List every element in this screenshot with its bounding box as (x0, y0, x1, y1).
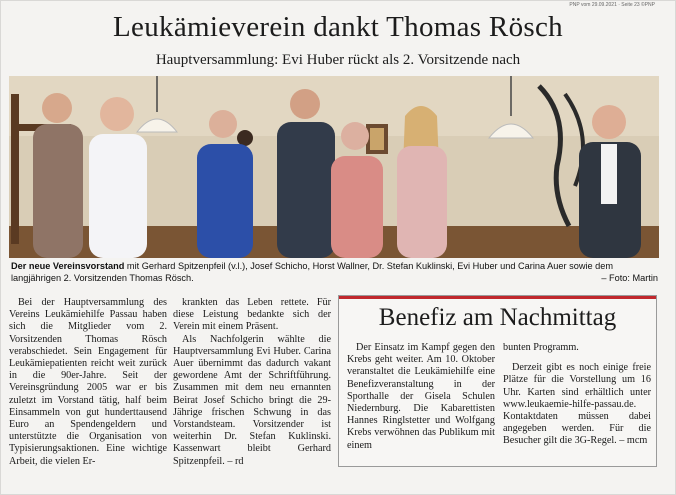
article-paragraph: Bei der Hauptversammlung des Vereins Leukämiehilfe Passau haben sich die Mitglieder vom 2. Vorsitzenden Thomas Rösch verabschiedet. Sein Engagement für Leukämiepatienten reicht weit zurück in die 90er-Jahre. Seit der Vereinsgründung 2005 war er bis zuletzt im Vorstand tätig, half beim Einsammeln von gut hunderttausend Euro an Spendengeldern und unterstützte die Organisation von Typisierungsaktionen. Eine wichtige Arbeit, die vielen Er- (9, 297, 167, 467)
subheadline: Hauptversammlung: Evi Huber rückt als 2. Vorsitzende nach (155, 52, 521, 68)
article-paragraph: Als Nachfolgerin wählte die Hauptversammlung Evi Huber. Carina Auer übernimmt das dadurch vakant gewordene Amt der Schriftführung. Zusammen mit dem neu ernannten Beirat Josef Schicho bringt die 29-Jährige frischen Schwung in das Vorstandsteam. Vorsitzender ist weiterhin Dr. Stefan Kuklinski. Kassenwart bleibt Gerhard Spitzenpfeil. – rd (173, 333, 331, 467)
headline: Leukämieverein dankt Thomas Rösch (113, 11, 563, 43)
accent-rule (339, 296, 656, 299)
article-column-1 (9, 297, 167, 468)
photo-caption (11, 260, 658, 284)
photo-credit: – Foto: Martin (601, 273, 658, 283)
article-paragraph: krankten das Leben rettete. Für diese Leistung bedankte sich der Verein mit einem Präsent. (173, 297, 331, 333)
group-photo-illustration (9, 76, 659, 258)
caption-text: mit Gerhard Spitzenpfeil (v.l.), Josef Schicho, Horst Wallner, Dr. Stefan Kuklinski, Evi Huber und Carina Auer sowie dem langjährigen 2. Vorsitzenden Thomas Rösch. (11, 261, 614, 283)
caption-lead: Der neue Vereinsvorstand (11, 261, 125, 271)
box-column-1 (347, 342, 495, 452)
source-line: PNP vom 29.09.2021 · Seite 23 ©PNP (569, 2, 655, 8)
box-title: Benefiz am Nachmittag (378, 304, 617, 331)
article-column-2 (173, 297, 331, 468)
box-paragraph: bunten Programm. (503, 342, 579, 353)
group-photo (9, 76, 659, 258)
box-column-2 (503, 342, 651, 448)
info-box (338, 295, 657, 467)
box-paragraph: Derzeit gibt es noch einige freie Plätze für die Vorstellung um 16 Uhr. Karten sind erhältlich unter www.leukaemie-hilfe-passau.de. Kontaktdaten müssen dabei angegeben werden. Für die Besucher gilt die 3G-Regel. – mcm (503, 362, 651, 447)
box-paragraph: Der Einsatz im Kampf gegen den Krebs geht weiter. Am 10. Oktober veranstaltet die Leukämiehilfe eine Benefizveranstaltung in der Sporthalle der Gisela Schulen Niedernburg. Die Kabarettisten Hannes Ringlstetter und Wolfgang Krebs verwöhnen das Publikum mit einem (347, 342, 495, 451)
